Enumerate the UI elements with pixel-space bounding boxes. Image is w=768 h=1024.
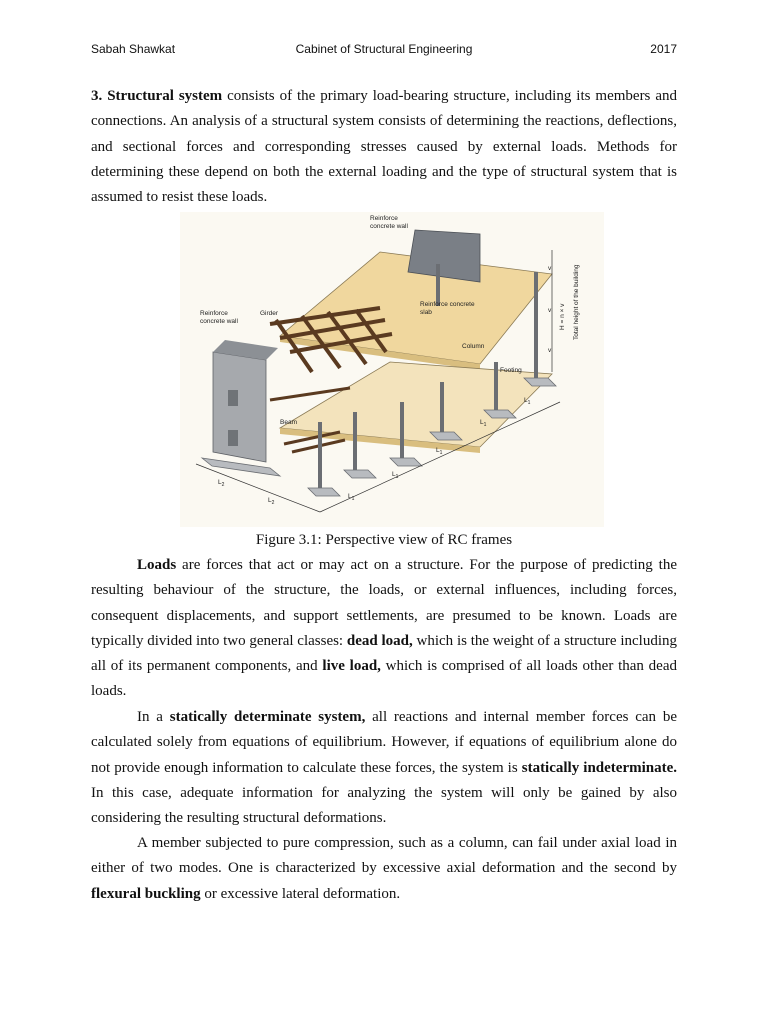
loads-paragraph <box>91 553 677 705</box>
label-total-height: Total height of the building <box>573 264 580 340</box>
label-slab: Reinforce concrete <box>420 301 475 308</box>
label-wall-top: Reinforce <box>370 215 398 222</box>
label-slab-2: slab <box>420 309 432 316</box>
header-author: Sabah Shawkat <box>91 42 176 56</box>
statically-determinate-term: statically determinate system, <box>169 709 366 725</box>
label-footing: Footing <box>500 367 522 374</box>
section-number: 3. <box>91 88 103 104</box>
structural-system-text: consists of the primary load-bearing structure, including its members and connections. An analysis of a structural system consists of determining the reactions, deflections, and sectional forces and corresponding stresses caused by external loads. Methods for determining these depend on both the external loading and the type of structural system that is assumed to resist these loads. <box>91 88 678 206</box>
label-wall-left-2: concrete wall <box>200 318 238 325</box>
label-v-3: v <box>548 347 552 354</box>
member-paragraph <box>91 831 677 907</box>
loads-text-3: which is comprised of all loads other than dead loads. <box>91 658 677 700</box>
structural-system-term: Structural system <box>107 88 223 104</box>
label-l1-b: $L_1$ <box>480 419 487 428</box>
figure-caption: Figure 3.1: Perspective view of RC frames <box>255 532 513 548</box>
label-wall-left: Reinforce <box>200 310 228 317</box>
determinate-text-3: In this case, adequate information for analyzing the system will only be gained by also considering the resulting structural deformations. <box>91 784 677 827</box>
member-text-2: or excessive lateral deformation. <box>200 885 401 902</box>
label-l1-e: $L_1$ <box>348 493 355 502</box>
determinate-text-2: all reactions and internal member forces can be calculated solely from equations of equilibrium. However, if equations of equilibrium alone do not provide enough information to calculate these forces, the system is <box>91 709 678 776</box>
header-year: 2017 <box>650 42 677 56</box>
rc-frame-figure <box>180 212 604 527</box>
loads-text-2: which is the weight of a structure including all of its permanent components, and <box>91 632 677 675</box>
determinate-text-1: In a <box>137 709 170 725</box>
label-l1-d: $L_1$ <box>392 471 399 480</box>
member-text-1: A member subjected to pure compression, such as a column, can fail under axial load in either of two modes. One is characterized by excessive axial deformation and the second by <box>91 835 677 877</box>
determinate-paragraph <box>91 705 677 831</box>
label-l2-a: $L_2$ <box>218 479 225 488</box>
page-header <box>91 42 677 60</box>
label-wall-top-2: concrete wall <box>370 223 408 230</box>
dead-load-term: dead load, <box>346 632 413 649</box>
label-l2-b: $L_2$ <box>268 497 275 506</box>
rc-frame-drawing <box>180 212 604 527</box>
label-beam: Beam <box>280 419 297 426</box>
label-height: H = n × v <box>559 303 566 330</box>
loads-text-1: are forces that act or may act on a structure. For the purpose of predicting the resulting behaviour of the structure, the loads, or external influences, including forces, consequent displacements, and support settlements, are presumed to be known. Loads are typically divided into two general classes: <box>91 557 677 649</box>
label-l1-c: $L_1$ <box>436 447 443 456</box>
structural-system-paragraph <box>91 84 677 210</box>
header-title: Cabinet of Structural Engineering <box>295 42 473 56</box>
label-v-1: v <box>548 265 552 272</box>
flexural-buckling-term: flexural buckling <box>91 885 201 902</box>
label-v-2: v <box>548 307 552 314</box>
label-column: Column <box>462 343 485 350</box>
label-l1-a: $L_1$ <box>524 397 531 406</box>
loads-term: Loads <box>137 557 177 573</box>
label-girder: Girder <box>260 310 279 317</box>
statically-indeterminate-term: statically indeterminate. <box>521 759 678 776</box>
live-load-term: live load, <box>322 658 381 675</box>
